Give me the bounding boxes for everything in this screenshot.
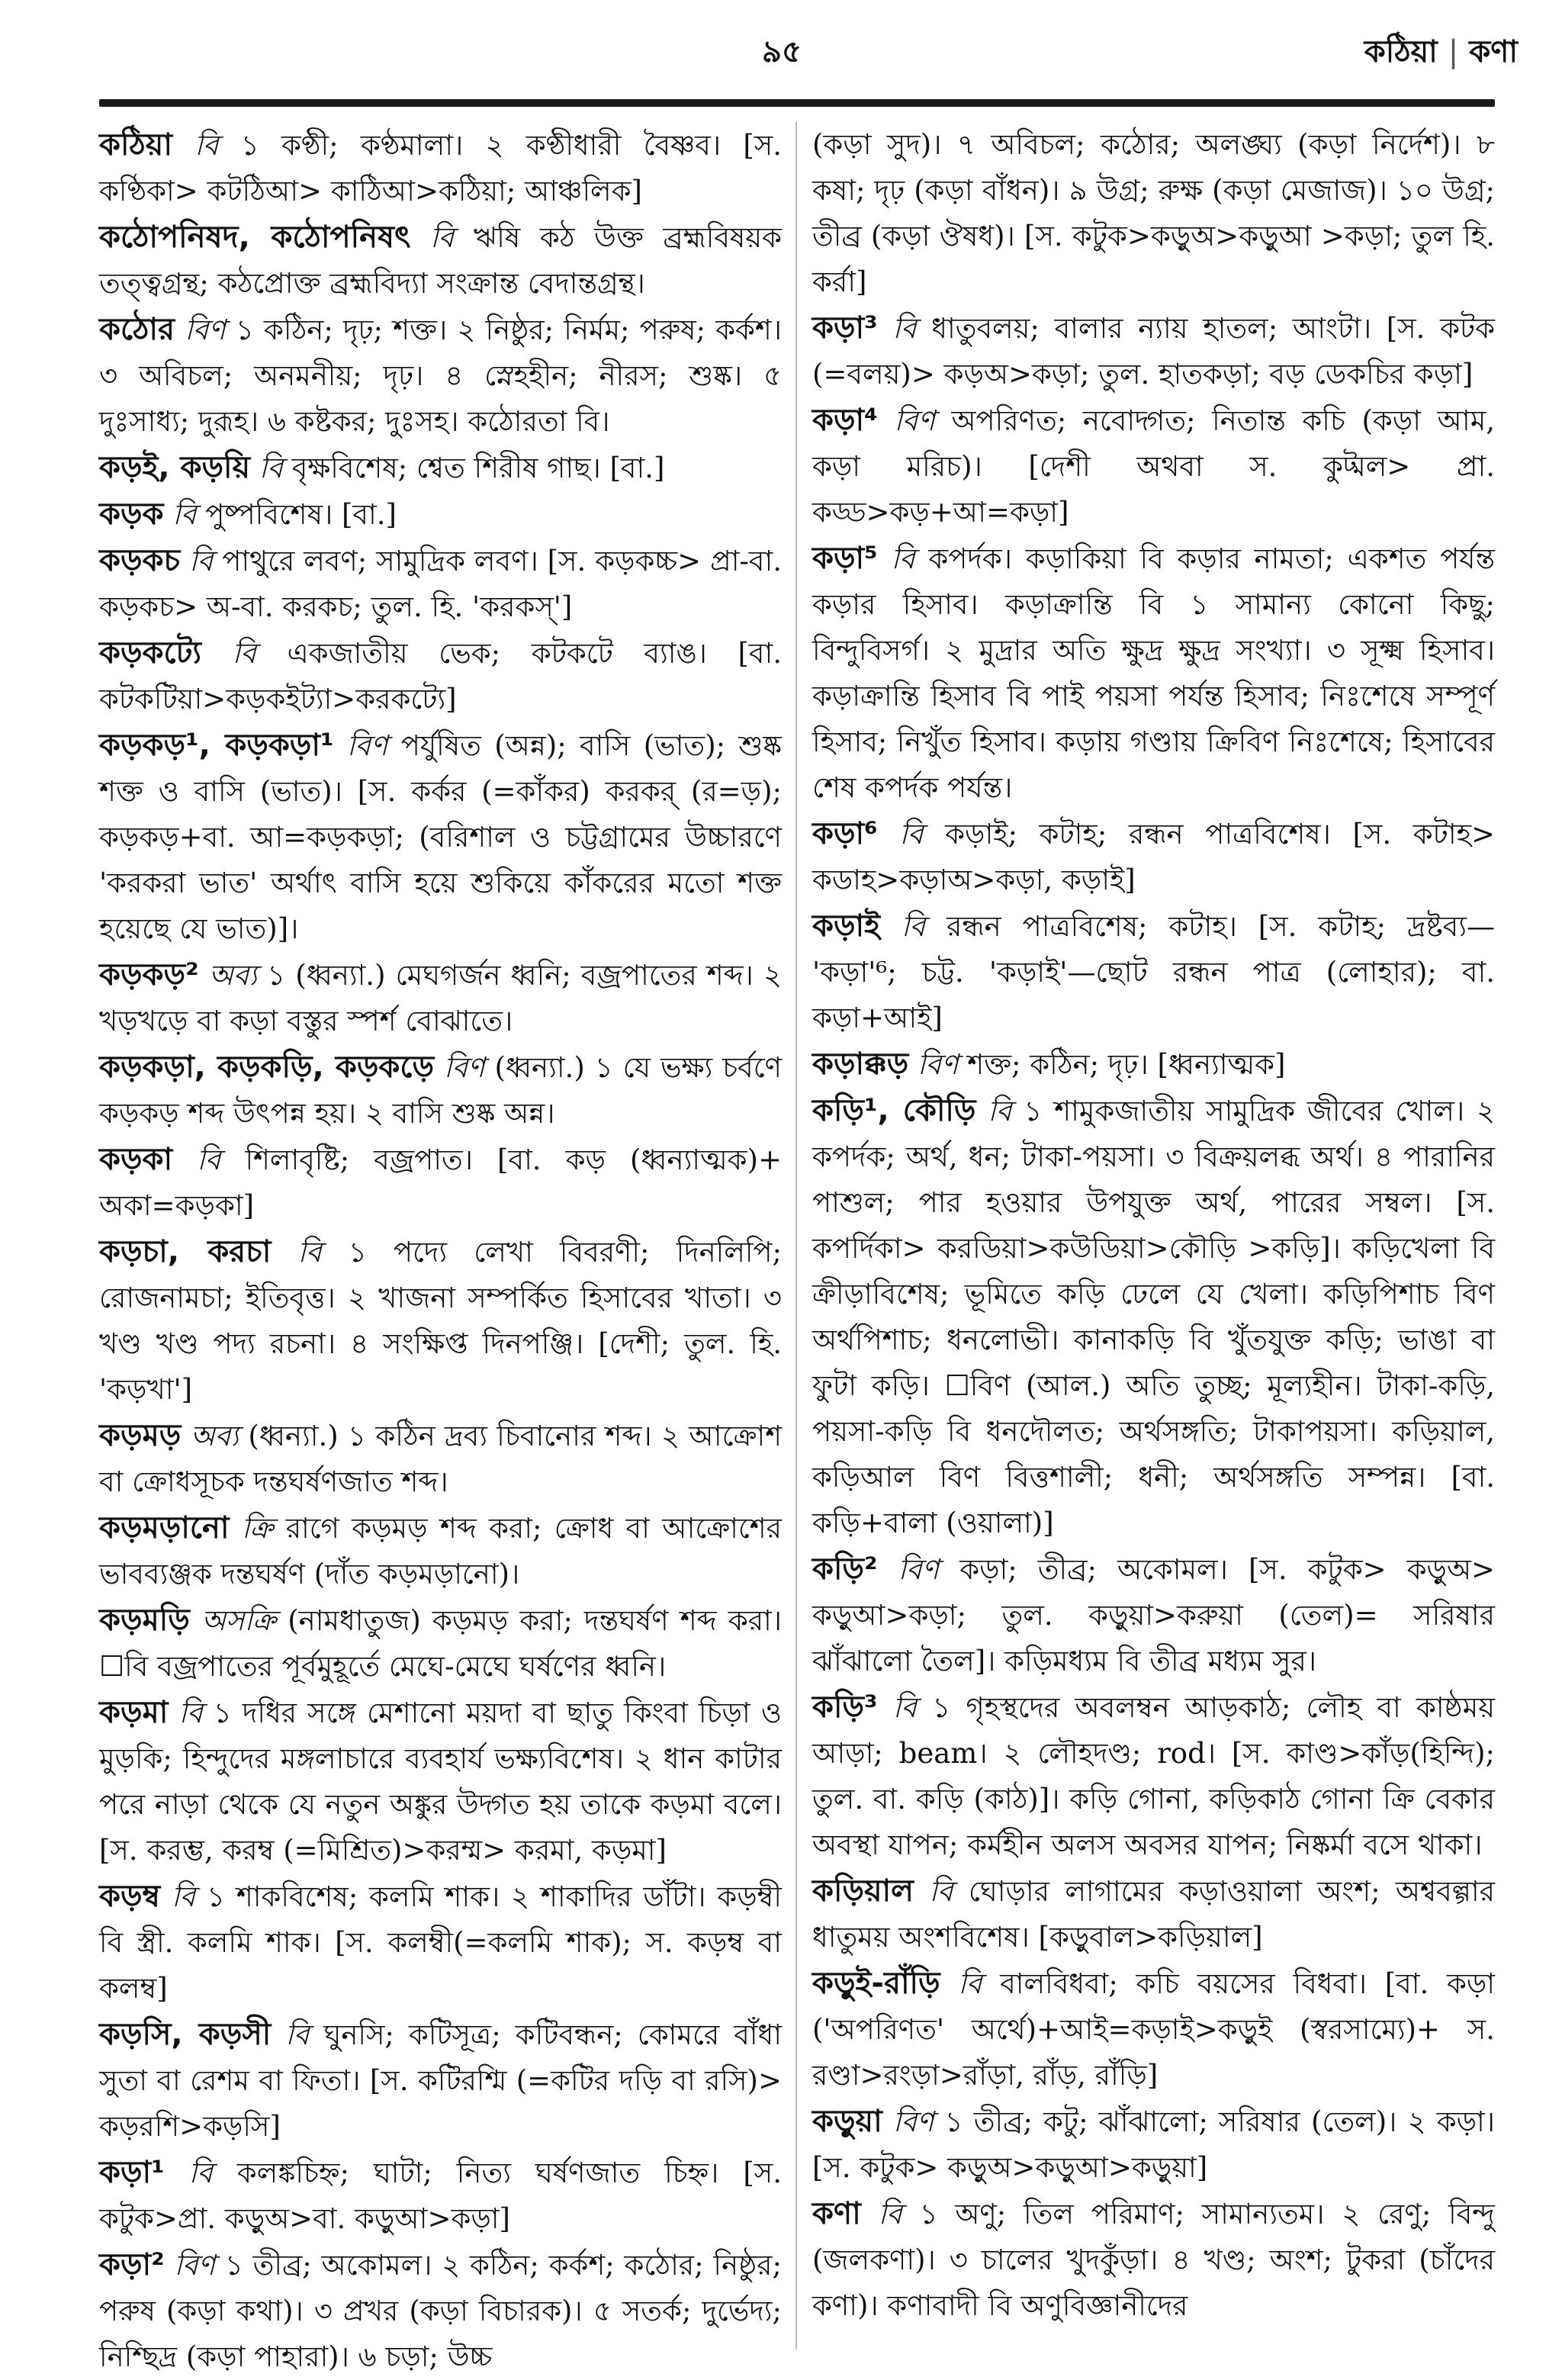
entry-part-of-speech: বিণ	[185, 314, 226, 346]
entry-headword: কড়া⁴	[812, 403, 878, 438]
entry-headword: কড়ম্ব	[99, 1879, 161, 1914]
entry-headword: কড়মড়ি	[99, 1603, 190, 1638]
entry-definition: ১ তীব্র; কটু; ঝাঁঝালো; সরিষার (তেল)। ২ কড়া। [স. কটুক> কড়ুঅ>কড়ুআ>কড়ুয়া]	[812, 2105, 1495, 2184]
entry-part-of-speech: বি	[929, 1875, 953, 1908]
dictionary-entry	[99, 2150, 782, 2242]
entry-part-of-speech: বি	[297, 1236, 322, 1269]
right-column	[812, 122, 1495, 2349]
entry-part-of-speech: বি	[958, 1967, 982, 2000]
dictionary-entry	[99, 722, 782, 952]
dictionary-columns	[99, 122, 1496, 2373]
dictionary-entry	[99, 214, 782, 307]
entry-definition: ১ (ধ্বন্যা.) মেঘগর্জন ধ্বনি; বজ্রপাতের শব্দ। ২ খড়খড়ে বা কড়া বস্তুর স্পর্শ বোঝাতে।	[99, 959, 783, 1037]
dictionary-entry	[812, 536, 1495, 811]
dictionary-entry	[812, 1960, 1495, 2099]
entry-definition: পাথুরে লবণ; সামুদ্রিক লবণ। [স. কড়কচ্চ> প্রা-বা. কড়কচ> অ-বা. করকচ; তুল. হি. 'করকস্']	[99, 545, 783, 623]
dictionary-entry	[99, 1690, 782, 1873]
entry-part-of-speech: বি	[429, 221, 455, 254]
entry-definition: কপর্দক। কড়াকিয়া বি কড়ার নামতা; একশত পর্যন্ত কড়ার হিসাব। কড়াক্রান্তি বি ১ সামান্য কোনো কিছু; বিন্দুবিসর্গ। ২ মুদ্রার অতি ক্ষুদ্র ক্ষুদ্র সংখ্যা। ৩ সূক্ষ্ম হিসাব। কড়াক্রান্তি হিসাব বি পাই পয়সা পর্যন্ত হিসাব; নিঃশেষে সম্পূর্ণ হিসাব; নিখুঁত হিসাব। কড়ায় গণ্ডায় ক্রিবিণ নিঃশেষে; হিসাবের শেষ কপর্দক পর্যন্ত।	[812, 542, 1496, 804]
entry-definition: ১ কঠিন; দৃঢ়; শক্ত। ২ নিষ্ঠুর; নির্মম; পরুষ; কর্কশ। ৩ অবিচল; অনমনীয়; দৃঢ়। ৪ স্নেহহীন; নীরস; শুষ্ক। ৫ দুঃসাধ্য; দুরূহ। ৬ কষ্টকর; দুঃসহ। কঠোরতা বি।	[99, 314, 783, 438]
entry-part-of-speech: বিণ	[917, 1048, 959, 1081]
entry-headword: কড়ুই-রাঁড়ি	[812, 1966, 940, 2001]
entry-part-of-speech: বি	[194, 129, 219, 162]
entry-headword: কড়ক	[99, 497, 164, 532]
entry-part-of-speech: বি	[188, 2156, 213, 2189]
entry-headword: কড়া⁶	[812, 816, 878, 851]
entry-definition: কড়া; তীব্র; অকোমল। [স. কটুক> কড়ুঅ> কড়ুআ>কড়া; তুল. কড়ুয়া>করুয়া (তেল)= সরিষার ঝাঁঝালো তৈল]। কড়িমধ্যম বি তীব্র মধ্যম সুর।	[812, 1553, 1495, 1677]
entry-definition: ১ গৃহস্থদের অবলম্বন আড়কাঠ; লৌহ বা কাষ্ঠময় আড়া; beam। ২ লৌহদণ্ড; rod। [স. কাণ্ড>কাঁড়(হিন্দি); তুল. বা. কড়ি (কাঠ)]। কড়ি গোনা, কড়িকাঠ গোনা ক্রি বেকার অবস্থা যাপন; কর্মহীন অলস অবসর যাপন; নিষ্কর্মা বসে থাকা।	[812, 1691, 1496, 1861]
entry-headword: কড়কড়²	[99, 957, 199, 992]
dictionary-entry	[812, 2099, 1495, 2191]
entry-headword: কড়া³	[812, 310, 878, 346]
entry-headword: কড়মড়ানো	[99, 1510, 230, 1545]
entry-part-of-speech: বি	[899, 818, 924, 851]
entry-definition: একজাতীয় ভেক; কটকটে ব্যাঙ। [বা. কটকটিয়া>কড়কইট্যা>করকট্যে]	[99, 637, 783, 716]
entry-headword: কড়ি³	[812, 1690, 878, 1725]
dictionary-entry	[99, 1229, 782, 1413]
entry-definition: ধাতুবলয়; বালার ন্যায় হাতল; আংটা। [স. কটক (=বলয়)> কড়অ>কড়া; তুল. হাতকড়া; বড় ডেকচির কড়া]	[812, 312, 1496, 391]
entry-definition: ১ দধির সঙ্গে মেশানো ময়দা বা ছাতু কিংবা চিড়া ও মুড়কি; হিন্দুদের মঙ্গলাচারে ব্যবহার্য ভক্ষ্যবিশেষ। ২ ধান কাটার পরে নাড়া থেকে যে নতুন অঙ্কুর উদ্গত হয় তাকে কড়মা বলে। [স. করম্ভ, করম্ব (=মিশ্রিত)>করম্ম> করমা, কড়মা]	[99, 1697, 783, 1867]
dictionary-entry	[812, 1041, 1495, 1088]
dictionary-entry	[812, 122, 1495, 305]
entry-headword: কড়া²	[99, 2247, 165, 2282]
dictionary-entry	[99, 491, 782, 538]
dictionary-entry	[99, 1873, 782, 2012]
entry-definition: ১ শাকবিশেষ; কলমি শাক। ২ শাকাদির ডাঁটা। কড়ম্বী বি স্ত্রী. কলমি শাক। [স. কলম্বী(=কলমি শাক); স. কড়ম্ব বা কলম্ব]	[99, 1880, 783, 2005]
entry-definition: ঘোড়ার লাগামের কড়াওয়ালা অংশ; অশ্ববল্গার ধাতুময় অংশবিশেষ। [কড়ুবাল>কড়িয়াল]	[812, 1875, 1495, 1954]
entry-part-of-speech: বি	[891, 542, 915, 575]
dictionary-entry	[99, 1413, 782, 1505]
entry-part-of-speech: বি	[171, 1880, 196, 1913]
entry-part-of-speech: বি	[189, 545, 214, 577]
entry-definition: পর্যুষিত (অন্ন); বাসি (ভাত); শুষ্ক শক্ত ও বাসি (ভাত)। [স. কর্কর (=কাঁকর) করকর্ (র=ড়); কড়কড়+বা. আ=কড়কড়া; (বরিশাল ও চট্টগ্রামের উচ্চারণে 'করকরা ভাত' অর্থাৎ বাসি হয়ে শুকিয়ে কাঁকরের মতো শক্ত হয়েছে যে ভাত)]।	[99, 729, 782, 945]
dictionary-entry	[99, 1505, 782, 1597]
page-header	[46, 21, 1518, 82]
entry-part-of-speech: ক্রি	[241, 1512, 274, 1545]
entry-definition: ১ শামুকজাতীয় সামুদ্রিক জীবের খোল। ২ কপর্দক; অর্থ, ধন; টাকা-পয়সা। ৩ বিক্রয়লব্ধ অর্থ। ৪ পারানির পাশুল; পার হওয়ার উপযুক্ত অর্থ, পারের সম্বল। [স. কপর্দিকা> করডিয়া>কউডিয়া>কৌড়ি >কড়ি]। কড়িখেলা বি ক্রীড়াবিশেষ; ভূমিতে কড়ি ঢেলে যে খেলা। কড়িপিশাচ বিণ অর্থপিশাচ; ধনলোভী। কানাকড়ি বি খুঁতযুক্ত কড়ি; ভাঙা বা ফুটা কড়ি। ☐বিণ (আল.) অতি তুচ্ছ; মূল্যহীন। টাকা-কড়ি, পয়সা-কড়ি বি ধনদৌলত; অর্থসঙ্গতি; টাকাপয়সা। কড়িয়াল, কড়িআল বিণ বিত্তশালী; ধনী; অর্থসঙ্গতি সম্পন্ন। [বা. কড়ি+বালা (ওয়ালা)]	[812, 1095, 1495, 1539]
dictionary-entry	[99, 2242, 782, 2380]
entry-headword: কড়মা	[99, 1695, 169, 1730]
entry-part-of-speech: বিণ	[894, 404, 935, 437]
entry-headword: কড়কচ	[99, 543, 181, 578]
entry-definition: কড়াই; কটাহ; রন্ধন পাত্রবিশেষ। [স. কটাহ> কডাহ>কড়াঅ>কড়া, কড়াই]	[812, 818, 1496, 896]
entry-headword: কড়কড়¹, কড়কড়া¹	[99, 728, 334, 763]
dictionary-entry	[812, 1088, 1495, 1546]
entry-part-of-speech: বিণ	[346, 729, 388, 762]
entry-definition: (কড়া সুদ)। ৭ অবিচল; কঠোর; অলঙ্ঘ্য (কড়া নির্দেশ)। ৮ কষা; দৃঢ় (কড়া বাঁধন)। ৯ উগ্র; রুক্ষ (কড়া মেজাজ)। ১০ উগ্র; তীব্র (কড়া ঔষধ)। [স. কটুক>কড়ুঅ>কড়ুআ >কড়া; তুল হি. কর্রা]	[812, 128, 1495, 298]
entry-headword: কড়ি¹, কৌড়ি	[812, 1093, 976, 1128]
guide-word-last: কণা	[1469, 34, 1518, 69]
dictionary-entry	[99, 952, 782, 1044]
entry-part-of-speech: বি	[892, 1691, 917, 1724]
dictionary-entry	[99, 122, 782, 214]
entry-headword: কড়ি²	[812, 1552, 878, 1587]
guide-separator: |	[1448, 34, 1459, 69]
entry-part-of-speech: অব্য	[208, 959, 258, 992]
entry-definition: শিলাবৃষ্টি; বজ্রপাত। [বা. কড় (ধ্বন্যাত্মক)+ অকা=কড়কা]	[99, 1143, 782, 1222]
entry-part-of-speech: বিণ	[898, 1553, 940, 1586]
entry-definition: রাগে কড়মড় শব্দ করা; ক্রোধ বা আক্রোশের ভাবব্যঞ্জক দন্তঘর্ষণ (দাঁত কড়মড়ানো)।	[99, 1512, 782, 1590]
entry-part-of-speech: অব্য	[190, 1420, 239, 1452]
entry-part-of-speech: বিণ	[443, 1051, 485, 1084]
dictionary-entry	[99, 1597, 782, 1690]
left-column	[99, 122, 783, 2373]
entry-part-of-speech: বিণ	[892, 2105, 934, 2138]
dictionary-entry	[812, 1684, 1495, 1868]
dictionary-entry	[812, 903, 1495, 1041]
entry-headword: কড়কড়া, কড়কড়ি, কড়কড়ে	[99, 1050, 435, 1085]
dictionary-entry	[99, 2012, 782, 2150]
entry-definition: বৃক্ষবিশেষ; শ্বেত শিরীষ গাছ। [বা.]	[291, 452, 665, 484]
entry-definition: ১ পদ্যে লেখা বিবরণী; দিনলিপি; রোজনামচা; ইতিবৃত্ত। ২ খাজনা সম্পর্কিত হিসাবের খাতা। ৩ খণ্ড খণ্ড পদ্য রচনা। ৪ সংক্ষিপ্ত দিনপঞ্জি। [দেশী; তুল. হি. 'কড়খা']	[99, 1236, 783, 1406]
entry-headword: কড়সি, কড়সী	[99, 2017, 272, 2052]
dictionary-entry	[812, 305, 1495, 397]
dictionary-entry	[812, 811, 1495, 903]
dictionary-entry	[99, 445, 782, 491]
entry-part-of-speech: বিণ	[174, 2249, 216, 2282]
entry-headword: কড়াক্কড়	[812, 1047, 909, 1082]
entry-part-of-speech: বি	[178, 1697, 203, 1729]
dictionary-entry	[99, 538, 782, 630]
entry-definition: ১ অণু; তিল পরিমাণ; সামান্যতম। ২ রেণু; বিন্দু (জলকণা)। ৩ চালের খুদকুঁড়া। ৪ খণ্ড; অংশ; টুকরা (চাঁদের কণা)। কণাবাদী বি অণুবিজ্ঞানীদের	[812, 2198, 1495, 2322]
entry-definition: বালবিধবা; কচি বয়সের বিধবা। [বা. কড়া ('অপরিণত' অর্থে)+আই=কড়াই>কড়ুই (স্বরসাম্যে)+ স. রণ্ডা>রংড়া>রাঁড়া, রাঁড়, রাঁড়ি]	[812, 1967, 1495, 2092]
entry-headword: কঠোপনিষদ, কঠোপনিষৎ	[99, 220, 411, 255]
dictionary-entry	[812, 1546, 1495, 1684]
entry-definition: (ধ্বন্যা.) ১ কঠিন দ্রব্য চিবানোর শব্দ। ২ আক্রোশ বা ক্রোধসূচক দন্তঘর্ষণজাত শব্দ।	[99, 1420, 783, 1498]
entry-headword: কড়া⁵	[812, 541, 878, 576]
entry-headword: কড়কট্যে	[99, 635, 201, 671]
column-divider	[795, 122, 797, 2349]
entry-headword: কড়ুয়া	[812, 2104, 882, 2139]
dictionary-entry	[99, 1137, 782, 1229]
dictionary-entry	[99, 1044, 782, 1137]
entry-definition: (নামধাতুজ) কড়মড় করা; দন্তঘর্ষণ শব্দ করা। ☐বি বজ্রপাতের পূর্বমুহূর্তে মেঘে-মেঘে ঘর্ষণের ধ্বনি।	[99, 1604, 783, 1683]
entry-part-of-speech: বি	[878, 2198, 902, 2230]
dictionary-entry	[99, 307, 782, 445]
entry-part-of-speech: বি	[232, 637, 256, 670]
entry-definition: অপরিণত; নবোদ্গত; নিতান্ত কচি (কড়া আম, কড়া মরিচ)। [দেশী অথবা স. কুট্মল> প্রা. কড্ড>কড়+আ=কড়া]	[812, 404, 1496, 529]
entry-part-of-speech: বি	[892, 312, 917, 345]
dictionary-entry	[99, 630, 782, 722]
entry-headword: কঠিয়া	[99, 127, 172, 162]
entry-headword: কঠোর	[99, 312, 175, 347]
entry-headword: কড়চা, করচা	[99, 1234, 272, 1269]
entry-headword: কড়া¹	[99, 2155, 165, 2190]
entry-headword: কড়ই, কড়য়ি	[99, 450, 251, 485]
entry-definition: রন্ধন পাত্রবিশেষ; কটাহ। [স. কটাহ; দ্রষ্টব্য— 'কড়া'⁶; চট্ট. 'কড়াই'—ছোট রন্ধন পাত্র (লোহার); বা. কড়া+আই]	[812, 910, 1495, 1034]
entry-definition: (ধ্বন্যা.) ১ যে ভক্ষ্য চর্বণে কড়কড় শব্দ উৎপন্ন হয়। ২ বাসি শুষ্ক অন্ন।	[99, 1051, 783, 1130]
guide-word-first: কঠিয়া	[1364, 34, 1438, 69]
entry-definition: ১ কণ্ঠী; কণ্ঠমালা। ২ কণ্ঠীধারী বৈষ্ণব। [স. কণ্ঠিকা> কটঠিআ> কাঠিআ>কঠিয়া; আঞ্চলিক]	[99, 129, 783, 207]
dictionary-entry	[812, 397, 1495, 536]
entry-part-of-speech: বি	[901, 910, 926, 943]
entry-headword: কড়মড়	[99, 1418, 182, 1453]
dictionary-entry	[812, 2191, 1495, 2329]
entry-headword: কড়াই	[812, 909, 880, 944]
entry-definition: শক্ত; কঠিন; দৃঢ়। [ধ্বন্যাত্মক]	[967, 1048, 1286, 1081]
entry-part-of-speech: বি	[285, 2018, 310, 2051]
entry-part-of-speech: বি	[197, 1143, 221, 1176]
entry-headword: কণা	[812, 2196, 861, 2231]
entry-definition: কলঙ্কচিহ্ন; ঘাটা; নিত্য ঘর্ষণজাত চিহ্ন। [স. কটুক>প্রা. কড়ুঅ>বা. কড়ুআ>কড়া]	[99, 2156, 783, 2235]
entry-headword: কড়িয়াল	[812, 1873, 914, 1909]
entry-definition: ঘুনসি; কটিসূত্র; কটিবন্ধন; কোমরে বাঁধা সুতা বা রেশম বা ফিতা। [স. কটিরশ্মি (=কটির দড়ি বা রসি)> কড়রশি>কড়সি]	[99, 2018, 782, 2143]
entry-definition: ঋষি কঠ উক্ত ব্রহ্মবিষয়ক তত্ত্বগ্রন্থ; কঠপ্রোক্ত ব্রহ্মবিদ্যা সংক্রান্ত বেদান্তগ্রন্থ।	[99, 221, 782, 300]
page-number: ৯৫	[762, 34, 802, 69]
entry-part-of-speech: অসক্রি	[201, 1604, 276, 1637]
entry-part-of-speech: বি	[259, 452, 283, 484]
entry-definition: ১ তীব্র; অকোমল। ২ কঠিন; কর্কশ; কঠোর; নিষ্ঠুর; পরুষ (কড়া কথা)। ৩ প্রখর (কড়া বিচারক)। ৫ সতর্ক; দুর্ভেদ্য; নিশ্ছিদ্র (কড়া পাহারা)। ৬ চড়া; উচ্চ	[99, 2249, 783, 2373]
entry-headword: কড়কা	[99, 1142, 173, 1177]
guide-words	[1364, 27, 1518, 79]
entry-part-of-speech: বি	[172, 498, 197, 531]
entry-definition: পুষ্পবিশেষ। [বা.]	[205, 498, 397, 531]
dictionary-entry	[812, 1868, 1495, 1960]
header-rule	[99, 99, 1495, 107]
entry-part-of-speech: বি	[988, 1095, 1012, 1127]
